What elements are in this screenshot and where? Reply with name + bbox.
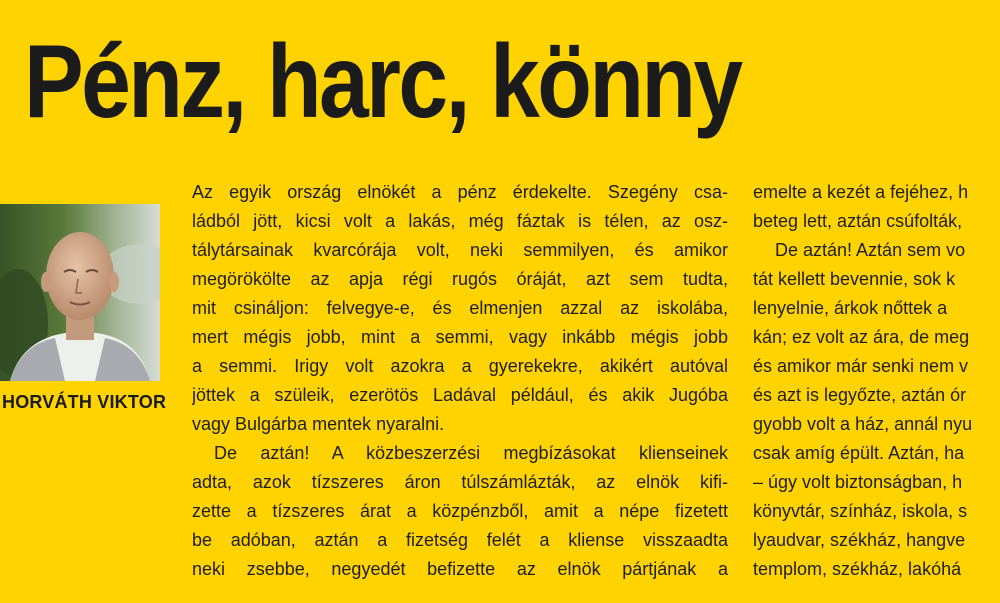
article-line: emelte a kezét a fejéhez, h [753,182,969,202]
article-line: De aztán! A közbeszerzési megbízásokat klienseinek [214,443,728,463]
article-line: jöttek a szüleik, ezerötös Ladával például, és akik Jugóba [192,385,728,405]
article-line: lenyelnie, árkok nőttek a [753,298,948,318]
article-line: vagy Bulgárba mentek nyaralni. [192,414,445,434]
article-line: lyaudvar, székház, hangve [753,530,966,550]
article-line: és azt is legyőzte, aztán ór [753,385,967,405]
article-line: adta, azok tízszeres áron túlszámlázták, az elnök kifi- [192,472,728,492]
article-line: csak amíg épült. Aztán, ha [753,443,965,463]
article-line: mit csináljon: felvegye-e, és elmenjen azzal az iskolába, [192,298,728,318]
article-line: De aztán! Aztán sem vo [775,240,966,260]
author-portrait-image [0,204,160,381]
article-line: a semmi. Irigy volt azokra a gyerekekre, akikért autóval [192,356,728,376]
article-column-2 [753,178,1000,584]
article-line: tát kellett bevennie, sok k [753,269,956,289]
article-line: tálytársainak kvarcórája volt, neki semmilyen, és amikor [192,240,728,260]
article-line: mert mégis jobb, mint a semmi, vagy inkább mégis jobb [192,327,728,347]
article-line: Az egyik ország elnökét a pénz érdekelte. Szegény csa- [192,182,728,202]
article-line: – úgy volt biztonságban, h [753,472,963,492]
article-line: neki zsebbe, negyedét befizette az elnök pártjának a [192,559,728,579]
headline: Pénz, harc, könny [24,24,741,140]
article-column-1 [192,178,728,584]
article-line: ládból jött, kicsi volt a lakás, még fáztak is télen, az osz- [192,211,728,231]
article-line: megörökölte az apja régi rugós óráját, azt sem tudta, [192,269,728,289]
article-line: és amikor már senki nem v [753,356,969,376]
article-line: templom, székház, lakóhá [753,559,962,579]
article-line: gyobb volt a ház, annál nyu [753,414,973,434]
author-photo [0,204,160,381]
article-line: zette a tízszeres árat a közpénzből, amit a népe fizetett [192,501,728,521]
author-byline: HORVÁTH VIKTOR [2,392,167,412]
article-line: be adóban, aztán a fizetség felét a kliense visszaadta [192,530,728,550]
article-line: kán; ez volt az ára, de meg [753,327,970,347]
article-line: könyvtár, színház, iskola, s [753,501,968,521]
article-line: beteg lett, aztán csúfolták, [753,211,963,231]
